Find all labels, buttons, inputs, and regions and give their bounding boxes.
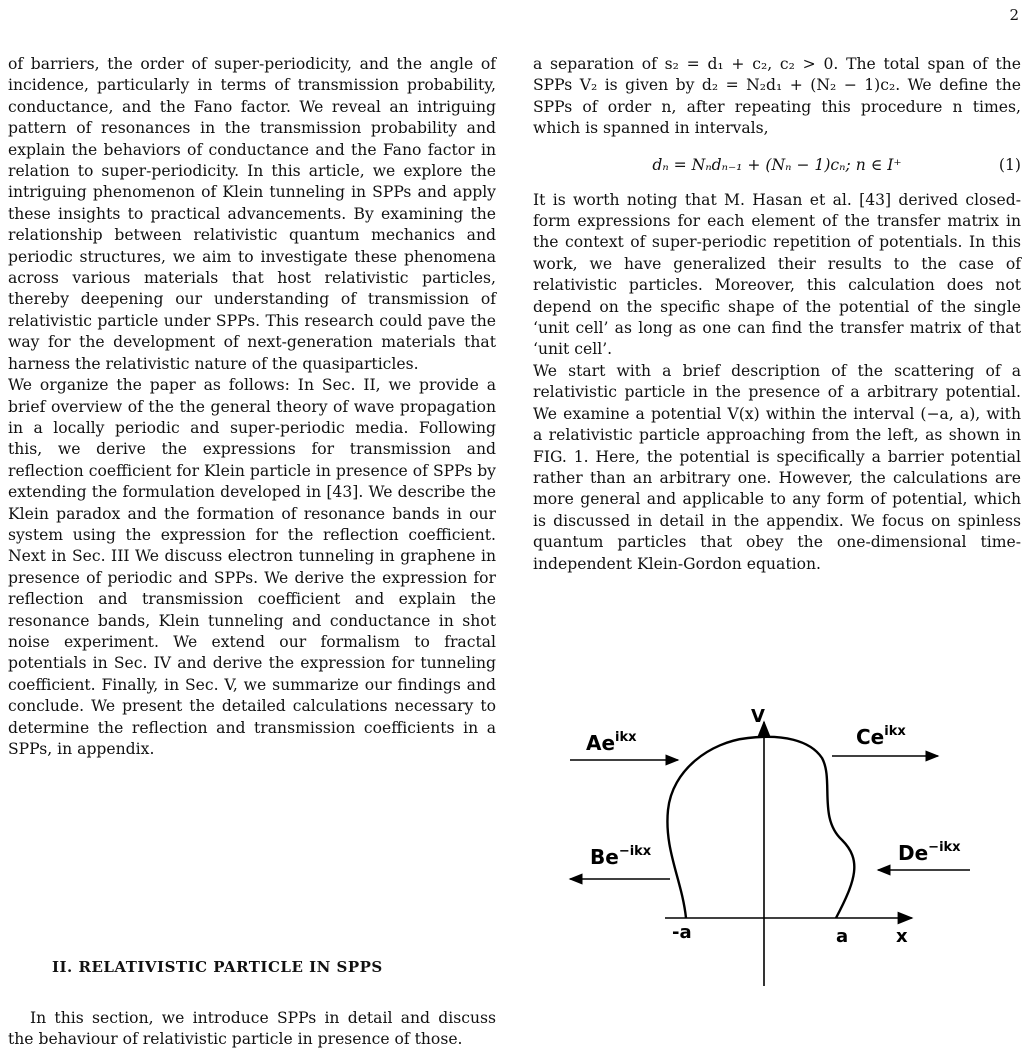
- left-paragraph-1: of barriers, the order of super-periodicity, and the angle of incidence, particularly in terms of transmission probability, conductance, and the Fano factor. We reveal an intriguing pattern of resonances in the transmission probability and explain the behaviors of conductance and the Fano factor in relation to super-periodicity. In this article, we explore the intriguing phenomenon of Klein tunneling in SPPs and apply these insights to practical advancements. By examining the relationship between relativistic quantum mechanics and periodic structures, we aim to investigate these phenomena across various materials that host relativistic particles, thereby deepening our understanding of transmission of relativistic particle under SPPs. This research could pave the way for the development of next-generation materials that harness the relativistic nature of the quasiparticles.: [8, 55, 496, 373]
- section-heading: II. RELATIVISTIC PARTICLE IN SPPS: [52, 958, 383, 976]
- equation-text: dₙ = Nₙdₙ₋₁ + (Nₙ − 1)cₙ; n ∈ I⁺: [652, 155, 902, 174]
- section-intro: In this section, we introduce SPPs in detail and discuss the behaviour of relativistic particle in presence of those.: [8, 1009, 496, 1049]
- left-paragraph-2: We organize the paper as follows: In Sec. II, we provide a brief overview of the the general theory of wave propagation in a locally periodic and super-periodic media. Following this, we derive the expressions for transmission and reflection coefficient for Klein particle in presence of SPPs by extending the formulation developed in [43]. We describe the Klein paradox and the formation of resonance bands in our system using the expression for the reflection coefficient. Next in Sec. III We discuss electron tunneling in graphene in presence of periodic and SPPs. We derive the expression for reflection and transmission coefficient and explain the resonance bands, Klein tunneling and conductance in shot noise experiment. We extend our formalism to fractal potentials in Sec. IV and derive the expression for tunneling coefficient. Finally, in Sec. V, we summarize our findings and conclude. We present the detailed calculations necessary to determine the reflection and transmission coefficients in a SPPs, in appendix.: [8, 376, 496, 758]
- left-column: [8, 54, 496, 760]
- potential-diagram: [560, 700, 980, 1000]
- figure-potential-barrier: [560, 700, 980, 1000]
- label-d-incoming: $De^{-ikx}$: [898, 840, 961, 865]
- right-paragraph-3: We start with a brief description of the scattering of a relativistic particle in the presence of a arbitrary potential. We examine a potential V(x) within the interval (−a, a), with a relativistic particle approaching from the left, as shown in FIG. 1. Here, the potential is specifically a barrier potential rather than an arbitrary one. However, the calculations are more general and applicable to any form of potential, which is discussed in detail in the appendix. We focus on spinless quantum particles that obey the one-dimensional time-independent Klein-Gordon equation.: [533, 361, 1021, 573]
- tick-label-a: a: [836, 926, 849, 947]
- equation-number: (1): [998, 155, 1021, 174]
- barrier-curve: [667, 737, 854, 918]
- page-number: 2: [1009, 6, 1019, 24]
- right-paragraph-1: a separation of s₂ = d₁ + c₂, c₂ > 0. The total span of the SPPs V₂ is given by d₂ = N₂d₁ + (N₂ − 1)c₂. We define the SPPs of order n, after repeating this procedure n times, which is spanned in intervals,: [533, 55, 1021, 138]
- right-paragraph-2: It is worth noting that M. Hasan et al. [43] derived closed-form expressions for each element of the transfer matrix in the context of super-periodic repetition of potentials. In this work, we have generalized their results to the case of relativistic particles. Moreover, this calculation does not depend on the specific shape of the potential of the single ‘unit cell’ as long as one can find the transfer matrix of that ‘unit cell’.: [533, 190, 1021, 359]
- label-b-reflected: $Be^{-ikx}$: [590, 844, 652, 869]
- label-c-transmitted: $Ce^{ikx}$: [856, 724, 906, 749]
- axis-label-v: V: [751, 706, 765, 727]
- tick-label-neg-a: -a: [672, 922, 692, 943]
- label-a-incident: $Ae^{ikx}$: [586, 730, 637, 755]
- equation-1: [533, 146, 1021, 186]
- right-column: [533, 54, 1021, 575]
- axis-label-x: x: [896, 926, 908, 947]
